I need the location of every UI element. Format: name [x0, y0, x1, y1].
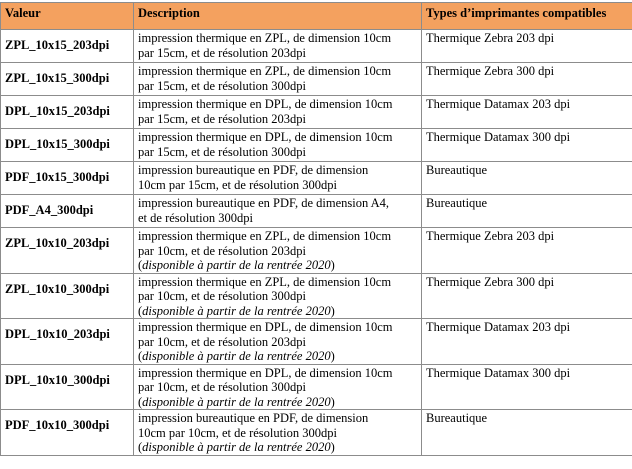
cell-description	[134, 273, 422, 319]
description-line: 10cm par 10cm, et de résolution 300dpi	[138, 425, 337, 440]
description-line: impression bureautique en PDF, de dimension	[138, 411, 369, 425]
description-line: impression thermique en ZPL, de dimension 10cm	[138, 64, 392, 78]
description-line: et de résolution 300dpi	[138, 210, 253, 225]
description-line: par 10cm, et de résolution 203dpi	[138, 334, 307, 349]
cell-description	[134, 364, 422, 410]
cell-description	[134, 162, 422, 195]
table-row	[1, 273, 632, 319]
description-line: impression thermique en DPL, de dimension 10cm	[138, 365, 393, 380]
cell-printer-type: Bureautique	[422, 410, 632, 456]
description-line: par 15cm, et de résolution 300dpi	[138, 144, 307, 159]
header-row	[1, 3, 632, 30]
cell-description	[134, 319, 422, 365]
availability-note: (disponible à partir de la rentrée 2020)	[138, 394, 335, 409]
availability-note-text: disponible à partir de la rentrée 2020	[142, 349, 331, 363]
description-line: par 15cm, et de résolution 203dpi	[138, 111, 307, 126]
cell-valeur: PDF_A4_300dpi	[1, 195, 134, 228]
description-line: par 15cm, et de résolution 203dpi	[138, 45, 307, 60]
cell-printer-type: Thermique Zebra 203 dpi	[422, 30, 632, 63]
cell-valeur: DPL_10x15_300dpi	[1, 129, 134, 162]
availability-note: (disponible à partir de la rentrée 2020)	[138, 349, 335, 363]
cell-printer-type: Thermique Zebra 300 dpi	[422, 63, 632, 96]
cell-valeur: ZPL_10x15_203dpi	[1, 30, 134, 63]
cell-printer-type: Thermique Zebra 300 dpi	[422, 273, 632, 319]
header-description: Description	[134, 3, 422, 30]
description-line: 10cm par 15cm, et de résolution 300dpi	[138, 177, 337, 192]
cell-printer-type: Thermique Datamax 203 dpi	[422, 319, 632, 365]
cell-printer-type: Thermique Datamax 203 dpi	[422, 96, 632, 129]
table-row	[1, 228, 632, 274]
cell-printer-type: Bureautique	[422, 195, 632, 228]
cell-valeur: PDF_10x10_300dpi	[1, 410, 134, 456]
table-row	[1, 63, 632, 96]
availability-note-text: disponible à partir de la rentrée 2020	[142, 394, 331, 409]
table-row	[1, 195, 632, 228]
table-row	[1, 364, 632, 410]
cell-valeur: PDF_10x15_300dpi	[1, 162, 134, 195]
cell-valeur: ZPL_10x10_203dpi	[1, 228, 134, 274]
table-body	[1, 30, 632, 456]
cell-printer-type: Thermique Datamax 300 dpi	[422, 364, 632, 410]
table-row	[1, 96, 632, 129]
availability-note: (disponible à partir de la rentrée 2020)	[138, 303, 335, 318]
table-row	[1, 410, 632, 456]
description-line: par 10cm, et de résolution 300dpi	[138, 380, 307, 394]
cell-description	[134, 129, 422, 162]
description-line: impression thermique en DPL, de dimension 10cm	[138, 320, 393, 334]
header-valeur: Valeur	[1, 3, 134, 30]
cell-valeur: DPL_10x10_203dpi	[1, 319, 134, 365]
description-line: impression bureautique en PDF, de dimension A4,	[138, 196, 390, 210]
printer-formats-table	[0, 2, 632, 456]
description-line: impression thermique en DPL, de dimension 10cm	[138, 130, 393, 144]
description-line: impression bureautique en PDF, de dimension	[138, 163, 369, 177]
cell-description	[134, 410, 422, 456]
description-line: impression thermique en ZPL, de dimension 10cm	[138, 31, 392, 45]
cell-description	[134, 30, 422, 63]
description-line: impression thermique en DPL, de dimension 10cm	[138, 97, 393, 111]
table-row	[1, 30, 632, 63]
availability-note: (disponible à partir de la rentrée 2020)	[138, 258, 335, 272]
cell-description	[134, 96, 422, 129]
cell-printer-type: Bureautique	[422, 162, 632, 195]
cell-printer-type: Thermique Zebra 203 dpi	[422, 228, 632, 274]
description-line: par 10cm, et de résolution 203dpi	[138, 243, 307, 258]
description-line: impression thermique en ZPL, de dimension 10cm	[138, 229, 392, 243]
cell-description	[134, 195, 422, 228]
cell-printer-type: Thermique Datamax 300 dpi	[422, 129, 632, 162]
description-line: par 15cm, et de résolution 300dpi	[138, 78, 307, 93]
cell-valeur: DPL_10x15_203dpi	[1, 96, 134, 129]
header-types: Types d’imprimantes compatibles	[422, 3, 632, 30]
cell-valeur: ZPL_10x10_300dpi	[1, 273, 134, 319]
cell-valeur: DPL_10x10_300dpi	[1, 364, 134, 410]
description-line: impression thermique en ZPL, de dimension 10cm	[138, 274, 392, 289]
cell-description	[134, 228, 422, 274]
availability-note-text: disponible à partir de la rentrée 2020	[142, 303, 331, 318]
table-row	[1, 129, 632, 162]
description-line: par 10cm, et de résolution 300dpi	[138, 289, 307, 303]
cell-description	[134, 63, 422, 96]
table-row	[1, 319, 632, 365]
availability-note: (disponible à partir de la rentrée 2020)	[138, 440, 335, 454]
availability-note-text: disponible à partir de la rentrée 2020	[142, 440, 331, 454]
availability-note-text: disponible à partir de la rentrée 2020	[142, 258, 331, 272]
table-row	[1, 162, 632, 195]
cell-valeur: ZPL_10x15_300dpi	[1, 63, 134, 96]
